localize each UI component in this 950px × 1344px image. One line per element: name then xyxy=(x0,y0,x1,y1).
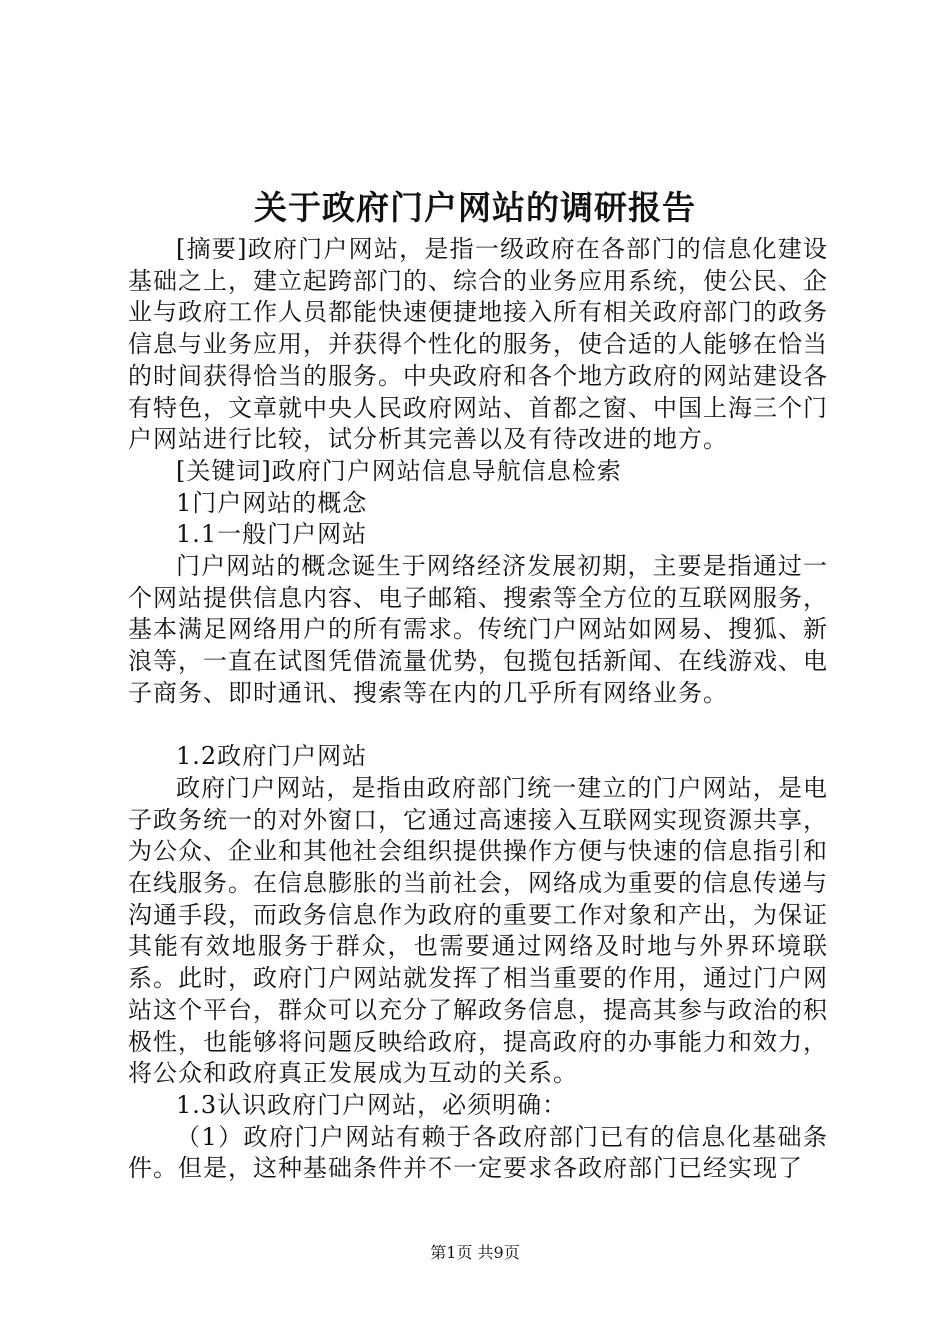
section-heading-1-2: 1.2政府门户网站 xyxy=(176,742,368,771)
body-paragraph-government-portal: 政府门户网站，是指由政府部门统一建立的门户网站，是电子政务统一的对外窗口，它通过高速接入互联网实现资源共享，为公众、企业和其他社会组织提供操作方便与快速的信息指引和在线服务。在信息膨胀的当前社会，网络成为重要的信息传递与沟通手段，而政务信息作为政府的重要工作对象和产出，为保证其能有效地服务于群众，也需要通过网络及时地与外界环境联系。此时，政府门户网站就发挥了相当重要的作用，通过门户网站这个平台，群众可以充分了解政务信息，提高其参与政治的积极性，也能够将问题反映给政府，提高政府的办事能力和效力，将公众和政府真正发展成为互动的关系。 xyxy=(128,773,828,1088)
section-heading-1: 1门户网站的概念 xyxy=(176,488,368,517)
keywords-paragraph: [关键词]政府门户网站信息导航信息检索 xyxy=(176,456,622,485)
document-body xyxy=(128,234,828,1185)
body-paragraph-point-1: （1）政府门户网站有赖于各政府部门已有的信息化基础条件。但是，这种基础条件并不一定要求各政府部门已经实现了 xyxy=(128,1122,828,1183)
document-title: 关于政府门户网站的调研报告 xyxy=(254,188,696,227)
section-heading-1-3: 1.3认识政府门户网站，必须明确： xyxy=(176,1090,568,1119)
section-heading-1-1: 1.1一般门户网站 xyxy=(176,520,368,549)
abstract-paragraph: [摘要]政府门户网站，是指一级政府在各部门的信息化建设基础之上，建立起跨部门的、综合的业务应用系统，使公民、企业与政府工作人员都能快速便捷地接入所有相关政府部门的政务信息与业务应用，并获得个性化的服务，使合适的人能够在恰当的时间获得恰当的服务。中央政府和各个地方政府的网站建设各有特色，文章就中央人民政府网站、首都之窗、中国上海三个门户网站进行比较，试分析其完善以及有待改进的地方。 xyxy=(128,235,828,454)
page-number-footer: 第1页 共9页 xyxy=(430,1243,520,1262)
paragraph-spacer xyxy=(128,710,828,742)
body-paragraph-portal-concept: 门户网站的概念诞生于网络经济发展初期，主要是指通过一个网站提供信息内容、电子邮箱、搜索等全方位的互联网服务，基本满足网络用户的所有需求。传统门户网站如网易、搜狐、新浪等，一直在试图凭借流量优势，包揽包括新闻、在线游戏、电子商务、即时通讯、搜索等在内的几乎所有网络业务。 xyxy=(128,552,828,707)
